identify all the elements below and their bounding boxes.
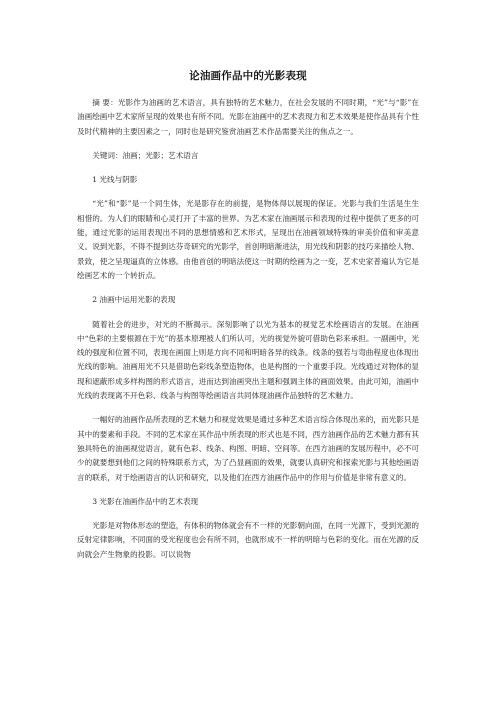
body-paragraph: 光影是对物体形态的塑造，有体积的物体就会有不一样的光影朝向面，在同一光源下，受到光源的反射定律影响，不同面的受光程度也会有所不同，也就形成不一样的明暗与色彩的变化。而在光源的反向就会产生物象的投影。可以说物 xyxy=(77,521,419,559)
body-paragraph: 随着社会的进步，对光的不断揭示。深刻影响了以光为基本的视觉艺术绘画语言的发展。在油画中“色彩的主要根源在于光”的基本原理被人们所认可，光的视觉外貌可借助色彩来承担。一副画中，光线的强度和位置不同，表现在画面上则是方向不同和明暗各异的线条。线条的强若与弯曲程度也体现出光线的影响。油画用光不只是借助色彩线条塑造物体，也是构图的一个重要手段。光线通过对物体的显现和遮蔽形成多样构图的形式语言，进而达到油画突出主题和强调主体的画面效果。由此可知，油画中光线的表现离不开色彩、线条与构图等绘画语言共同体现油画作品独特的艺术魅力。 xyxy=(77,319,419,401)
document-title: 论油画作品中的光影表现 xyxy=(189,70,307,82)
keywords-line: 关键词：油画；光影；艺术语言 xyxy=(92,150,199,160)
abstract-paragraph: 摘 要：光影作为油画的艺术语言，具有独特的艺术魅力，在社会发展的不同时期，“光”与“影”在油画绘画中艺术家所呈现的效果也有所不同。光影在油画中的艺术表现力和艺术效果是使作品具有个性及时代精神的主要因素之一，同时也是研究鉴赏油画艺术作品需要关注的焦点之一。 xyxy=(77,98,420,136)
section-heading: 3 光影在油画作品中的艺术表现 xyxy=(92,496,199,506)
body-paragraph: “光”和“影”是一个同生体，光是影存在的前提，是物体得以展现的保证。光影与我们生活是生生相惜的。为人们的眼睛和心灵打开了丰富的世界。为艺术家在油画展示和表现的过程中提供了更多的可能，通过光影的运用表现出不同的思想情感和艺术形式，呈现出在油画领域特殊的审美价值和审美意义。说到光影，不得不提到达芬奇研究的光影学，首创明暗渐进法，用光线和阴影的技巧来描绘人物、景致，使之呈现逼真的立体感。由他首创的明暗法使这一时期的绘画为之一变，艺术史家普遍认为它是绘画艺术的一个转折点。 xyxy=(77,199,419,280)
document-body xyxy=(77,96,419,562)
body-paragraph: 一幅好的油画作品所表现的艺术魅力和视觉效果是通过多种艺术语言综合体现出来的，而光影只是其中的要素和手段。不同的艺术家在其作品中所表现的形式也是不同，西方油画作品的艺术魅力都有其独具特色的油画视觉语言，就有色彩、线条、构图、明暗、空间等。在西方油画的发展历程中，必不可少的就要想到他们之间的特殊联系方式，为了凸显画面的效果，就要认真研究和探索光影与其他绘画语言的联系，对于绘画语言的认识和研究，以及他们在西方油画作品中的作用与价值是非常有意义的。 xyxy=(77,415,419,482)
section-heading: 1 光线与阴影 xyxy=(92,175,138,185)
section-heading: 2 油画中运用光影的表现 xyxy=(92,295,176,305)
